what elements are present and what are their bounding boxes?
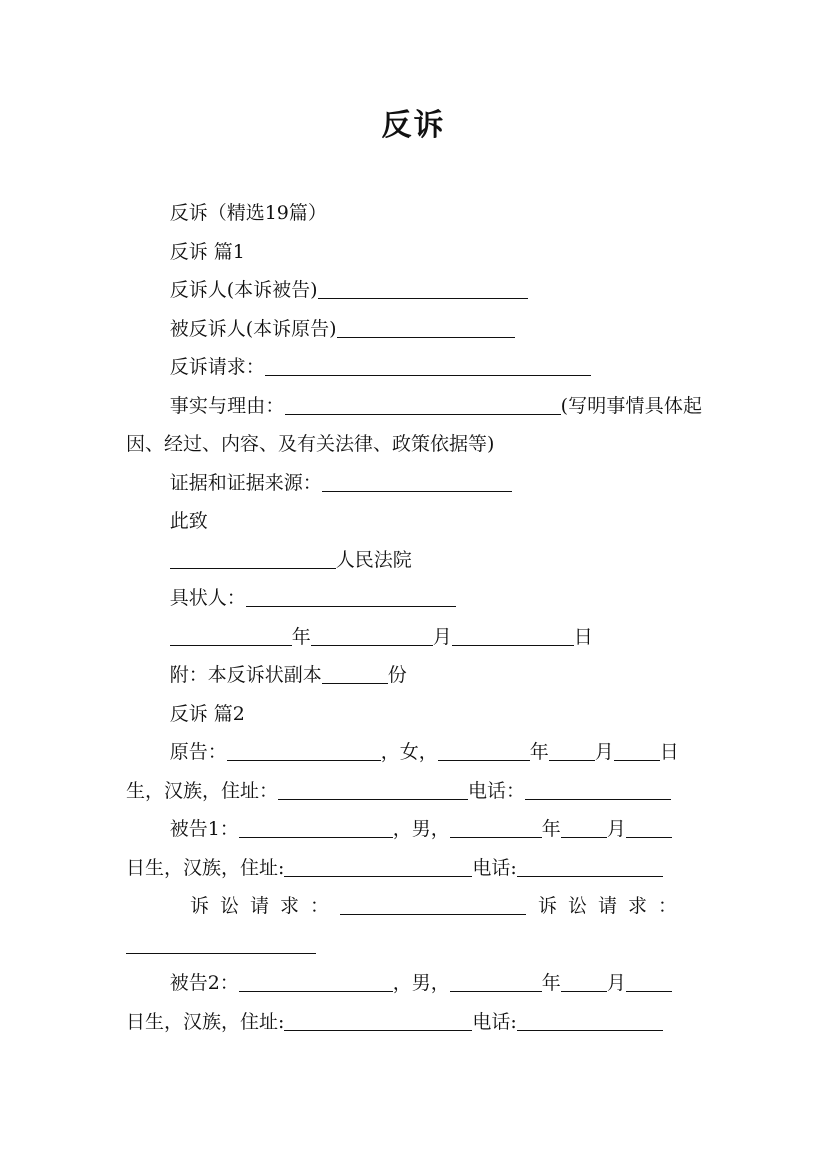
counterclaimant-line xyxy=(126,271,702,310)
address-label: 生，汉族，住址： xyxy=(126,779,279,802)
year-label: 年 xyxy=(541,972,561,994)
claim-label: 诉讼请求： xyxy=(190,895,341,917)
blank-field xyxy=(170,623,292,646)
year-label: 年 xyxy=(529,741,549,763)
page-title: 反诉 xyxy=(381,108,446,143)
claim-label-2: 诉讼请求： xyxy=(538,895,689,917)
blank-field xyxy=(318,276,528,299)
blank-field xyxy=(227,738,381,761)
month-label: 月 xyxy=(606,818,626,840)
respondent-label: 被反诉人(本诉原告) xyxy=(169,317,337,340)
court-line xyxy=(126,541,702,580)
blank-field xyxy=(626,969,672,992)
blank-field xyxy=(450,969,542,992)
document-body xyxy=(126,194,702,1041)
plaintiff-line-2 xyxy=(126,772,702,811)
address-label: 日生，汉族，住址: xyxy=(126,1010,285,1033)
section-heading-2: 反诉 篇2 xyxy=(169,702,245,725)
blank-field xyxy=(525,777,671,800)
claims-label: 反诉请求： xyxy=(169,356,265,378)
address-label: 日生，汉族，住址: xyxy=(126,856,285,879)
facts-label: 事实与理由： xyxy=(169,394,285,417)
facts-note: (写明事情具体起因、经过、内容、及有关法律、政策依据等) xyxy=(126,394,702,455)
attachment-line xyxy=(126,656,702,695)
signer-line xyxy=(126,579,702,618)
blank-field xyxy=(265,353,591,376)
claim-line-2 xyxy=(126,926,702,965)
claim-line xyxy=(126,887,702,926)
blank-field xyxy=(517,1008,663,1031)
blank-field xyxy=(278,777,468,800)
month-label: 月 xyxy=(606,972,626,994)
defendant1-line xyxy=(126,810,702,849)
blank-field xyxy=(170,546,336,569)
phone-label: 电话: xyxy=(472,1010,517,1033)
month-label: 月 xyxy=(432,625,452,648)
blank-field xyxy=(284,1008,472,1031)
attachment-label: 附：本反诉状副本 xyxy=(169,664,322,686)
respondent-line xyxy=(126,310,702,349)
copies-label: 份 xyxy=(387,664,407,686)
gender-label: ，男， xyxy=(392,818,450,840)
signer-label: 具状人： xyxy=(169,587,246,609)
blank-field xyxy=(246,584,456,607)
blank-field xyxy=(340,892,526,915)
defendant2-line-2 xyxy=(126,1003,702,1042)
gender-label: ，男， xyxy=(392,972,450,994)
defendant1-line-2 xyxy=(126,849,702,888)
blank-field xyxy=(452,623,574,646)
phone-label: 电话： xyxy=(468,779,526,802)
blank-field xyxy=(626,815,672,838)
blank-field xyxy=(311,623,433,646)
gender-label: ，女， xyxy=(380,741,438,763)
blank-field xyxy=(561,969,607,992)
blank-field xyxy=(450,815,542,838)
evidence-label: 证据和证据来源： xyxy=(169,471,322,494)
plaintiff-line xyxy=(126,733,702,772)
counterclaimant-label: 反诉人(本诉被告) xyxy=(169,279,318,301)
blank-field xyxy=(285,392,561,415)
facts-line xyxy=(126,387,702,464)
plaintiff-label: 原告： xyxy=(169,741,227,763)
phone-label: 电话: xyxy=(472,856,517,879)
year-label: 年 xyxy=(291,625,311,648)
blank-field xyxy=(517,854,663,877)
claims-line xyxy=(126,348,702,387)
blank-field xyxy=(239,969,393,992)
section-heading-1: 反诉 篇1 xyxy=(169,240,245,263)
month-label: 月 xyxy=(594,741,614,763)
defendant2-line xyxy=(126,964,702,1003)
evidence-line xyxy=(126,464,702,503)
blank-field xyxy=(549,738,595,761)
doc-heading: 反诉（精选19篇） xyxy=(169,202,327,224)
defendant2-label: 被告2： xyxy=(169,972,239,994)
blank-field xyxy=(322,469,512,492)
blank-field xyxy=(337,315,515,338)
defendant1-label: 被告1： xyxy=(169,818,239,840)
court-label: 人民法院 xyxy=(335,548,412,571)
blank-field xyxy=(438,738,530,761)
blank-field xyxy=(614,738,660,761)
day-label: 日 xyxy=(659,741,679,763)
day-label: 日 xyxy=(573,625,593,648)
blank-field xyxy=(239,815,393,838)
blank-field xyxy=(561,815,607,838)
blank-field xyxy=(284,854,472,877)
date-line xyxy=(126,618,702,657)
salutation: 此致 xyxy=(169,510,208,532)
blank-field xyxy=(126,931,316,954)
blank-field xyxy=(322,661,388,684)
year-label: 年 xyxy=(541,818,561,840)
